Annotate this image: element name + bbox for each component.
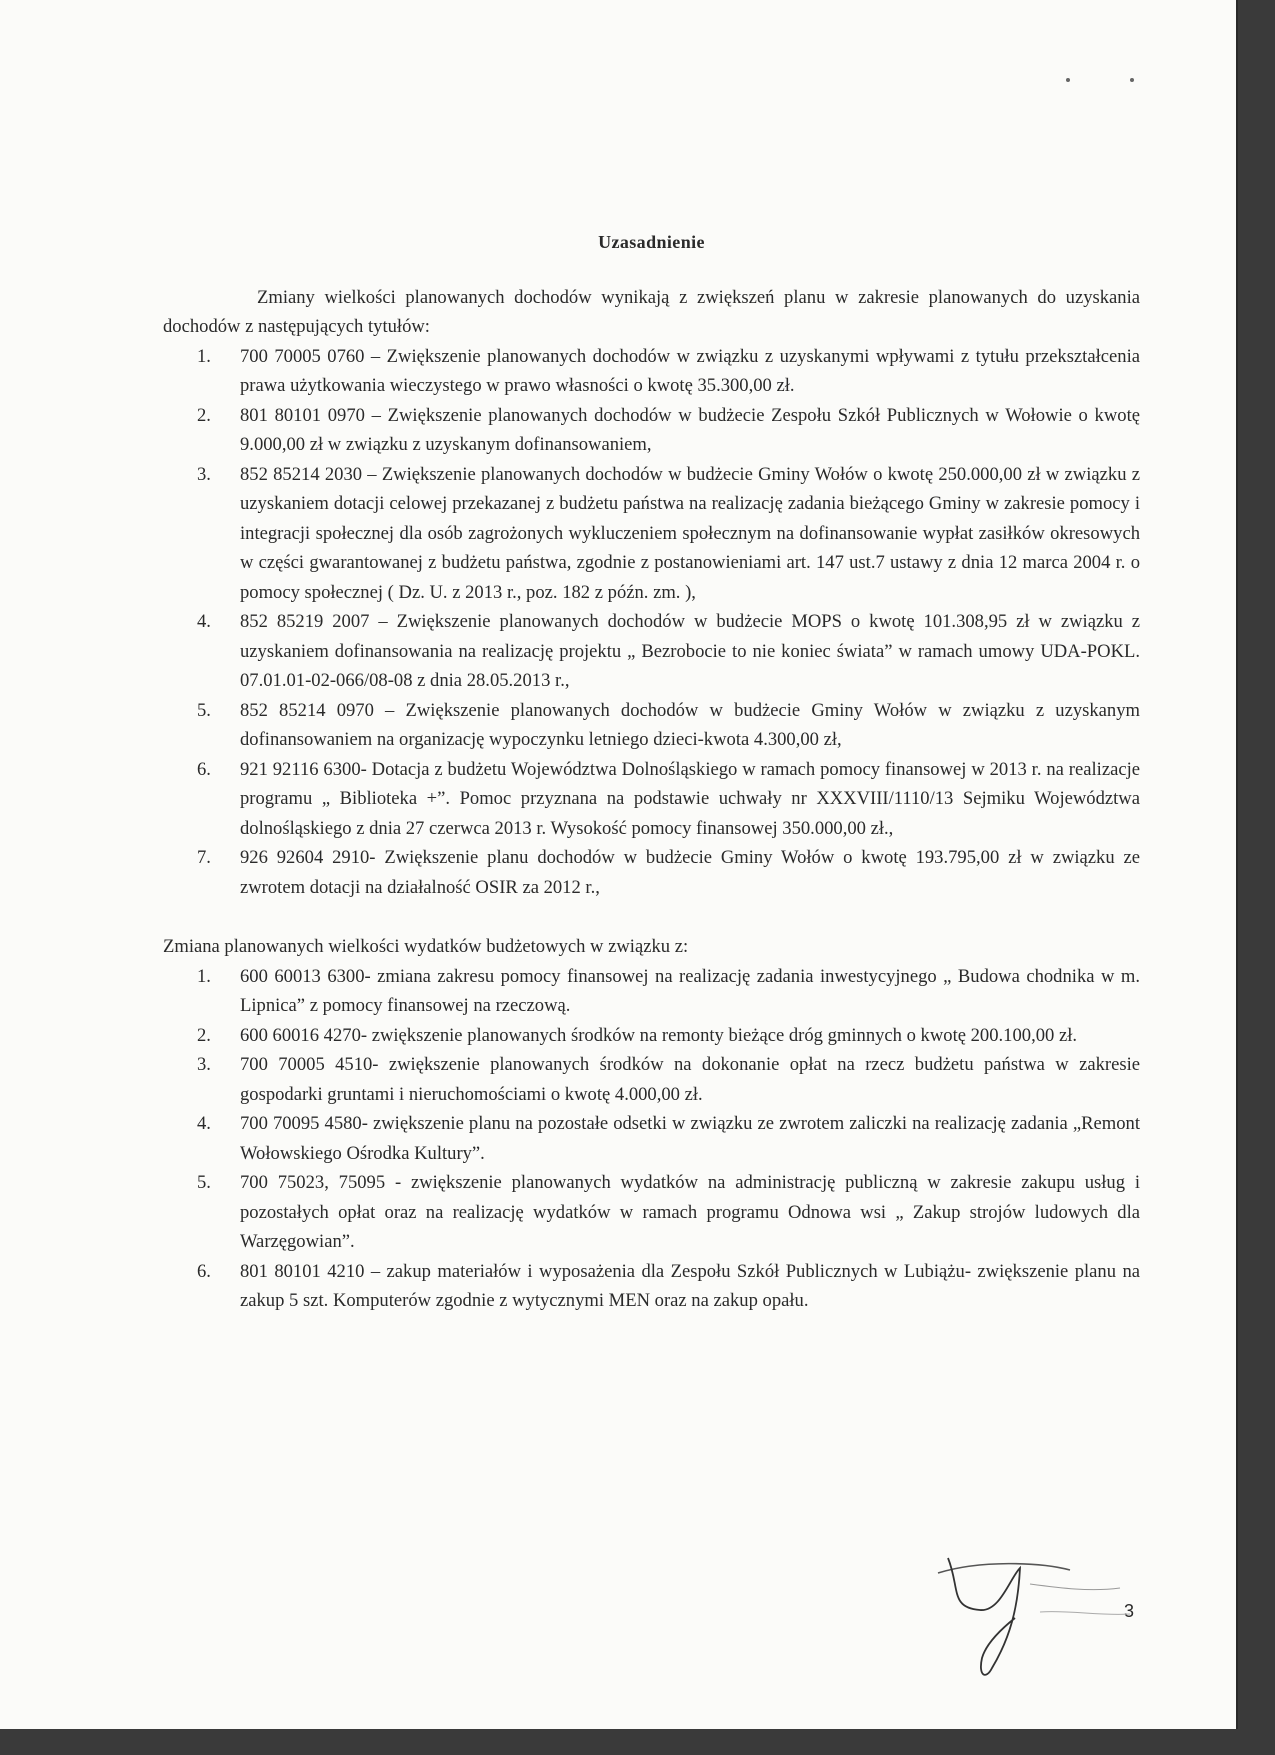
- expense-item: [163, 1021, 1140, 1051]
- expense-item-number: 5.: [197, 1172, 211, 1193]
- expense-item-text: 600 60016 4270- zwiększenie planowanych środków na remonty bieżące dróg gminnych o kwotę 200.100,00 zł.: [240, 1024, 1078, 1046]
- income-item-text: 801 80101 0970 – Zwiększenie planowanych dochodów w budżecie Zespołu Szkół Publicznych w Wołowie o kwotę 9.000,00 zł w związku z uzyskanym dofinansowaniem,: [240, 404, 1140, 455]
- income-item-text: 926 92604 2910- Zwiększenie planu dochodów w budżecie Gminy Wołów o kwotę 193.795,00 zł w związku ze zwrotem dotacji na działalność OSIR za 2012 r.,: [240, 847, 1140, 898]
- income-item: [163, 696, 1140, 755]
- expense-item-number: 3.: [197, 1054, 211, 1075]
- document-title: Uzasadnienie: [598, 232, 705, 252]
- expense-item: [163, 1168, 1140, 1257]
- expense-item: [163, 1257, 1140, 1316]
- income-item-number: 4.: [197, 611, 211, 632]
- expense-item-text: 700 70095 4580- zwiększenie planu na pozostałe odsetki w związku ze zwrotem zaliczki na realizację zadania „Remont Wołowskiego Ośrodka Kultury”.: [240, 1113, 1140, 1164]
- income-item-text: 700 70005 0760 – Zwiększenie planowanych dochodów w związku z uzyskanymi wpływami z tytułu przekształcenia prawa użytkowania wieczystego w prawo własności o kwotę 35.300,00 zł.: [240, 345, 1140, 396]
- expense-item-text: 700 75023, 75095 - zwiększenie planowanych wydatków na administrację publiczną w zakresie zakupu usług i pozostałych opłat oraz na realizację wydatków w ramach programu Odnowa wsi „ Zakup strojów ludowych dla Warzęgowian”.: [240, 1172, 1140, 1252]
- income-item: [163, 342, 1140, 401]
- expense-item-number: 4.: [197, 1113, 211, 1134]
- expense-item-text: 700 70005 4510- zwiększenie planowanych środków na dokonanie opłat na rzecz budżetu państwa w zakresie gospodarki gruntami i nieruchomościami o kwotę 4.000,00 zł.: [240, 1054, 1140, 1105]
- income-item-text: 852 85219 2007 – Zwiększenie planowanych dochodów w budżecie MOPS o kwotę 101.308,95 zł w związku z uzyskaniem dofinansowania na realizację projektu „ Bezrobocie to nie koniec świata” w ramach umowy UDA-POKL. 07.01.01-02-066/08-08 z dnia 28.05.2013 r.,: [240, 611, 1140, 691]
- income-intro: Zmiany wielkości planowanych dochodów wynikają z zwiększeń planu w zakresie planowanych do uzyskania dochodów z następujących tytułów:: [163, 286, 1140, 337]
- income-item-text: 852 85214 2030 – Zwiększenie planowanych dochodów w budżecie Gminy Wołów o kwotę 250.000,00 zł w związku z uzyskaniem dotacji celowej przekazanej z budżetu państwa na realizację zadania bieżącego Gminy w zakresie pomocy i integracji społecznej dla osób zagrożonych wykluczeniem społecznym na dofinansowanie wypłat zasiłków okresowych w części gwarantowanej z budżetu państwa, zgodnie z postanowieniami art. 147 ust.7 ustawy z dnia 12 marca 2004 r. o pomocy społecznej ( Dz. U. z 2013 r., poz. 182 z późn. zm. ),: [240, 463, 1140, 603]
- expenses-intro: Zmiana planowanych wielkości wydatków budżetowych w związku z:: [163, 936, 689, 957]
- income-item: [163, 607, 1140, 696]
- expense-item-text: 801 80101 4210 – zakup materiałów i wyposażenia dla Zespołu Szkół Publicznych w Lubiążu- zwiększenie planu na zakup 5 szt. Komputerów zgodnie z wytycznymi MEN oraz na zakup opału.: [240, 1260, 1140, 1311]
- signature-stamp: [920, 1548, 1150, 1688]
- expense-item-number: 6.: [197, 1260, 211, 1282]
- expense-item-number: 2.: [197, 1024, 211, 1046]
- income-item-number: 3.: [197, 463, 211, 485]
- income-item-number: 6.: [197, 758, 211, 780]
- income-item-number: 7.: [197, 847, 211, 868]
- expense-item: [163, 1109, 1140, 1168]
- scan-speck: [1066, 78, 1070, 82]
- income-item-number: 5.: [197, 699, 211, 721]
- income-item: [163, 401, 1140, 460]
- document-body: [163, 228, 1140, 1316]
- expense-item: [163, 962, 1140, 1021]
- expense-item: [163, 1050, 1140, 1109]
- income-item-text: 921 92116 6300- Dotacja z budżetu Województwa Dolnośląskiego w ramach pomocy finansowej w 2013 r. na realizacje programu „ Biblioteka +”. Pomoc przyznana na podstawie uchwały nr XXXVIII/1110/13 Sejmiku Województwa dolnośląskiego z dnia 27 czerwca 2013 r. Wysokość pomocy finansowej 350.000,00 zł.,: [240, 758, 1140, 839]
- expense-item-text: 600 60013 6300- zmiana zakresu pomocy finansowej na realizację zadania inwestycyjnego „ Budowa chodnika w m. Lipnica” z pomocy finansowej na rzeczową.: [240, 965, 1140, 1016]
- income-item-number: 2.: [197, 404, 211, 426]
- income-item: [163, 755, 1140, 844]
- page-number: 3: [1124, 1601, 1135, 1621]
- expense-list: [163, 962, 1140, 1316]
- income-item: [163, 843, 1140, 902]
- income-item: [163, 460, 1140, 608]
- scan-speck: [1130, 78, 1134, 82]
- income-item-text: 852 85214 0970 – Zwiększenie planowanych dochodów w budżecie Gminy Wołów w związku z uzyskanym dofinansowaniem na organizację wypoczynku letniego dzieci-kwota 4.300,00 zł,: [240, 699, 1140, 750]
- expense-item-number: 1.: [197, 965, 211, 987]
- income-item-number: 1.: [197, 345, 211, 367]
- income-list: [163, 342, 1140, 903]
